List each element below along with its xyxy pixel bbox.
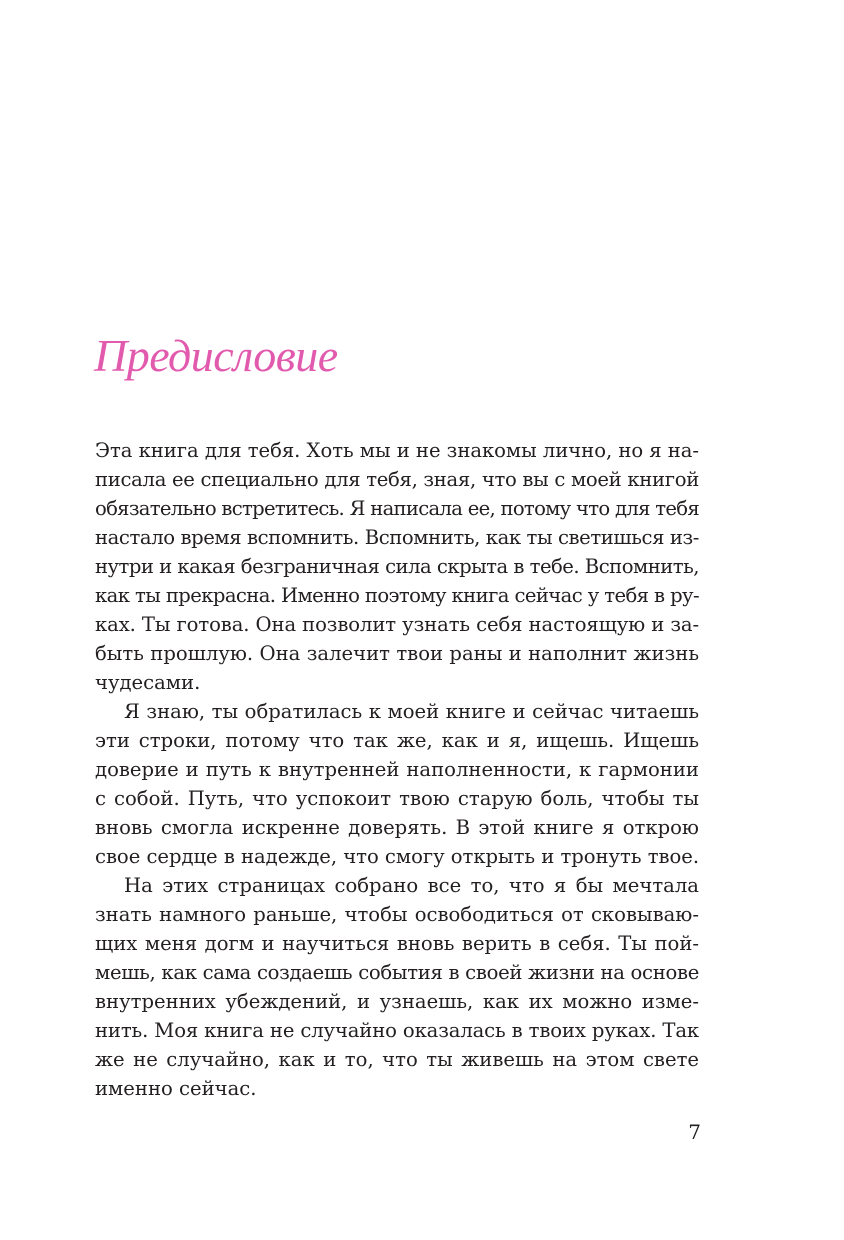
text-line: свое сердце в надежде, что смогу открыть и тронуть твое. — [95, 845, 700, 868]
paragraph-2 — [95, 697, 699, 871]
text-line: доверие и путь к внутренней наполненности, к гармонии — [95, 758, 699, 781]
text-line: На этих страницах собрано все то, что я бы мечтала — [124, 874, 699, 897]
page-number: 7 — [688, 1120, 701, 1144]
text-line: Эта книга для тебя. Хоть мы и не знакомы лично, но я на- — [95, 439, 699, 462]
text-line: щих меня догм и научиться вновь верить в себя. Ты пой- — [95, 932, 699, 955]
text-line: быть прошлую. Она залечит твои раны и наполнит жизнь — [95, 642, 699, 665]
text-line: как ты прекрасна. Именно поэтому книга сейчас у тебя в ру- — [95, 584, 699, 607]
text-line: именно сейчас. — [95, 1077, 257, 1100]
text-line: настало время вспомнить. Вспомнить, как ты светишься из- — [95, 526, 699, 549]
text-line: внутренних убеждений, и узнаешь, как их можно изме- — [95, 990, 699, 1013]
paragraph-1 — [95, 436, 699, 697]
text-line: мешь, как сама создаешь события в своей жизни на основе — [95, 961, 700, 984]
text-line: эти строки, потому что так же, как и я, ищешь. Ищешь — [95, 729, 699, 752]
text-line: ках. Ты готова. Она позволит узнать себя настоящую и за- — [95, 613, 700, 636]
text-line: писала ее специально для тебя, зная, что вы с моей книгой — [95, 468, 700, 491]
text-line: чудесами. — [95, 671, 201, 694]
text-line: с собой. Путь, что успокоит твою старую боль, чтобы ты — [95, 787, 699, 810]
paragraph-3 — [95, 871, 699, 1103]
body-text — [95, 436, 699, 1103]
text-line: знать намного раньше, чтобы освободиться от сковываю- — [95, 903, 699, 926]
chapter-title: Предисловие — [94, 330, 338, 381]
text-line: Я знаю, ты обратилась к моей книге и сейчас читаешь — [124, 700, 699, 723]
text-line: обязательно встретитесь. Я написала ее, потому что для тебя — [95, 497, 699, 520]
text-line: нутри и какая безграничная сила скрыта в тебе. Вспомнить, — [95, 555, 699, 578]
text-line: же не случайно, как и то, что ты живешь на этом свете — [95, 1048, 699, 1071]
text-line: вновь смогла искренне доверять. В этой книге я открою — [95, 816, 699, 839]
text-line: нить. Моя книга не случайно оказалась в твоих руках. Так — [95, 1019, 699, 1042]
